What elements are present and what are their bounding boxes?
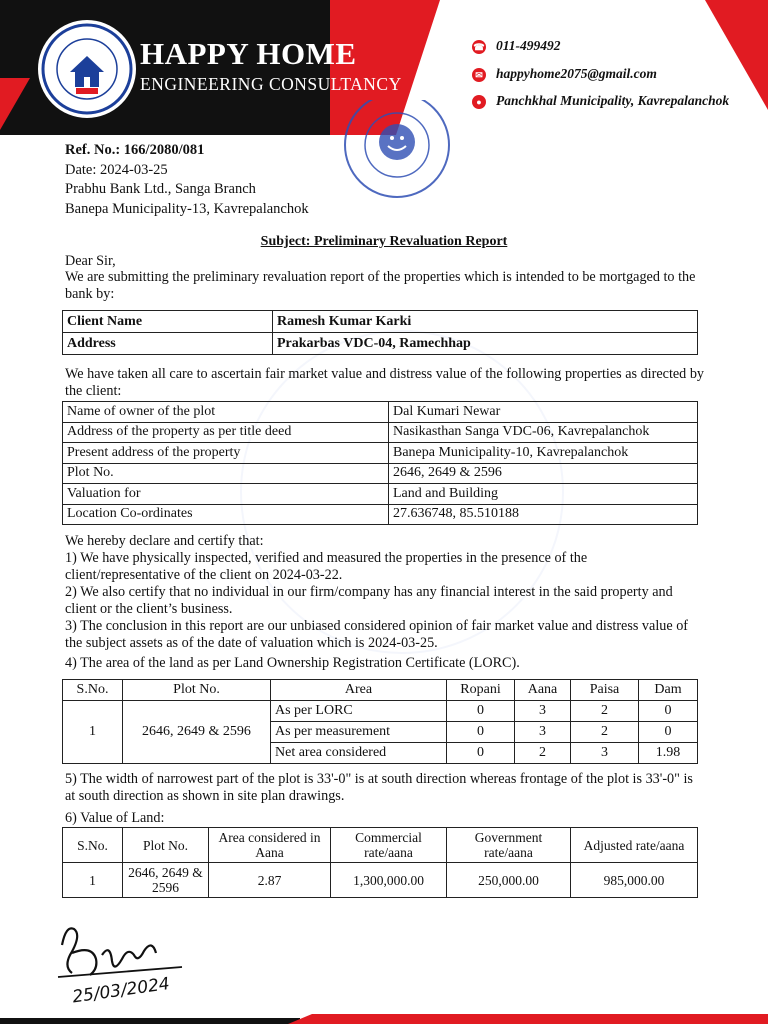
header-ropani: Ropani xyxy=(447,680,515,701)
declare-heading: We hereby declare and certify that: xyxy=(65,533,264,549)
cell-value: 2646, 2649 & 2596 xyxy=(389,463,698,484)
cell-area-type: As per LORC xyxy=(271,701,447,722)
cell-ropani: 0 xyxy=(447,722,515,743)
table-row xyxy=(63,504,698,525)
header-area-aana: Area considered in Aana xyxy=(209,828,331,863)
cell-label: Valuation for xyxy=(63,484,389,505)
header-paisa: Paisa xyxy=(571,680,639,701)
declare-point-1: 1) We have physically inspected, verified and measured the properties in the presence of the client/representative of the client on 2024-03-22. xyxy=(65,550,588,583)
cell-paisa: 2 xyxy=(571,701,639,722)
cell-sno: 1 xyxy=(63,863,123,898)
table-row xyxy=(63,311,698,333)
phone-text: 011-499492 xyxy=(496,38,561,53)
email-icon: ✉ xyxy=(472,68,486,82)
contact-phone xyxy=(472,38,561,54)
cell-paisa: 2 xyxy=(571,722,639,743)
cell-ropani: 0 xyxy=(447,743,515,764)
cell-value: 27.636748, 85.510188 xyxy=(389,504,698,525)
table-row xyxy=(63,402,698,423)
cell-adjusted-rate: 985,000.00 xyxy=(571,863,698,898)
header-sno: S.No. xyxy=(63,828,123,863)
brand-subtitle: ENGINEERING CONSULTANCY xyxy=(140,74,402,94)
reference-block xyxy=(65,141,309,219)
footer-black-stripe xyxy=(0,1018,300,1024)
cell-label: Location Co-ordinates xyxy=(63,504,389,525)
header-plot-no: Plot No. xyxy=(123,680,271,701)
client-table xyxy=(62,310,698,355)
width-paragraph: 5) The width of narrowest part of the plot is 33'-0" is at south direction whereas frontage of the plot is 33'-0" is at south direction as shown in site plan drawings. xyxy=(65,771,693,804)
cell-area-type: As per measurement xyxy=(271,722,447,743)
property-table xyxy=(62,401,698,525)
cell-government-rate: 250,000.00 xyxy=(447,863,571,898)
declare-point-4: 4) The area of the land as per Land Ownership Registration Certificate (LORC). xyxy=(65,655,520,671)
table-row xyxy=(63,333,698,355)
land-value-table xyxy=(62,827,698,898)
client-name-value: Ramesh Kumar Karki xyxy=(273,311,698,333)
header-area: Area xyxy=(271,680,447,701)
care-paragraph: We have taken all care to ascertain fair market value and distress value of the following properties as directed by the client: xyxy=(65,366,705,399)
cell-commercial-rate: 1,300,000.00 xyxy=(331,863,447,898)
cell-label: Name of owner of the plot xyxy=(63,402,389,423)
client-address-value: Prakarbas VDC-04, Ramechhap xyxy=(273,333,698,355)
cell-dam: 0 xyxy=(639,701,698,722)
declare-point-3: 3) The conclusion in this report are our unbiased considered opinion of fair market value and distress value of the subject assets as of the date of valuation which is 2024-03-25. xyxy=(65,618,689,651)
value-heading: 6) Value of Land: xyxy=(65,810,165,826)
ref-number: Ref. No.: 166/2080/081 xyxy=(65,142,205,158)
cell-value: Nasikasthan Sanga VDC-06, Kavrepalanchok xyxy=(389,422,698,443)
phone-icon: ☎ xyxy=(473,41,485,52)
bank-name: Prabhu Bank Ltd., Sanga Branch xyxy=(65,181,256,197)
land-area-table xyxy=(62,679,698,764)
bank-address: Banepa Municipality-13, Kavrepalanchok xyxy=(65,200,309,217)
table-row xyxy=(63,484,698,505)
client-address-label: Address xyxy=(63,333,273,355)
cell-plot-no: 2646, 2649 & 2596 xyxy=(123,701,271,764)
table-row xyxy=(63,463,698,484)
cell-dam: 0 xyxy=(639,722,698,743)
cell-value: Dal Kumari Newar xyxy=(389,402,698,423)
cell-aana: 3 xyxy=(515,722,571,743)
cell-label: Address of the property as per title deed xyxy=(63,422,389,443)
contact-email xyxy=(472,66,657,82)
declare-point-2: 2) We also certify that no individual in our firm/company has any financial interest in the said property and client or the client’s business. xyxy=(65,584,673,617)
subject-line: Subject: Preliminary Revaluation Report xyxy=(260,234,508,249)
cell-aana: 2 xyxy=(515,743,571,764)
table-row xyxy=(63,422,698,443)
email-text: happyhome2075@gmail.com xyxy=(496,66,657,81)
salutation: Dear Sir, xyxy=(65,253,116,269)
company-stamp xyxy=(330,100,465,200)
cell-plot-no: 2646, 2649 & 2596 xyxy=(123,863,209,898)
brand-title: HAPPY HOME xyxy=(140,36,357,71)
cell-paisa: 3 xyxy=(571,743,639,764)
header-plot-no: Plot No. xyxy=(123,828,209,863)
cell-area-type: Net area considered xyxy=(271,743,447,764)
signature-date: 25/03/2024 xyxy=(71,974,171,1005)
cell-aana: 3 xyxy=(515,701,571,722)
header-sno: S.No. xyxy=(63,680,123,701)
cell-sno: 1 xyxy=(63,701,123,764)
table-row xyxy=(63,701,698,722)
ref-date: Date: 2024-03-25 xyxy=(65,161,168,178)
table-header-row xyxy=(63,828,698,863)
cell-label: Present address of the property xyxy=(63,443,389,464)
company-logo xyxy=(38,20,136,118)
table-row xyxy=(63,443,698,464)
address-text: Panchkhal Municipality, Kavrepalanchok xyxy=(496,93,730,108)
header-dam: Dam xyxy=(639,680,698,701)
cell-dam: 1.98 xyxy=(639,743,698,764)
header-commercial-rate: Commercial rate/aana xyxy=(331,828,447,863)
header-adjusted-rate: Adjusted rate/aana xyxy=(571,828,698,863)
cell-area-aana: 2.87 xyxy=(209,863,331,898)
table-header-row xyxy=(63,680,698,701)
header-government-rate: Government rate/aana xyxy=(447,828,571,863)
cell-value: Land and Building xyxy=(389,484,698,505)
footer-red-stripe xyxy=(288,1014,768,1024)
contact-address xyxy=(472,93,729,109)
cell-label: Plot No. xyxy=(63,463,389,484)
cell-ropani: 0 xyxy=(447,701,515,722)
location-pin-icon: ● xyxy=(472,95,486,109)
table-row xyxy=(63,863,698,898)
client-name-label: Client Name xyxy=(63,311,273,333)
cell-value: Banepa Municipality-10, Kavrepalanchok xyxy=(389,443,698,464)
handwritten-signature xyxy=(52,915,192,1005)
intro-paragraph: We are submitting the preliminary revaluation report of the properties which is intended to be mortgaged to the bank by: xyxy=(65,269,696,302)
header-aana: Aana xyxy=(515,680,571,701)
